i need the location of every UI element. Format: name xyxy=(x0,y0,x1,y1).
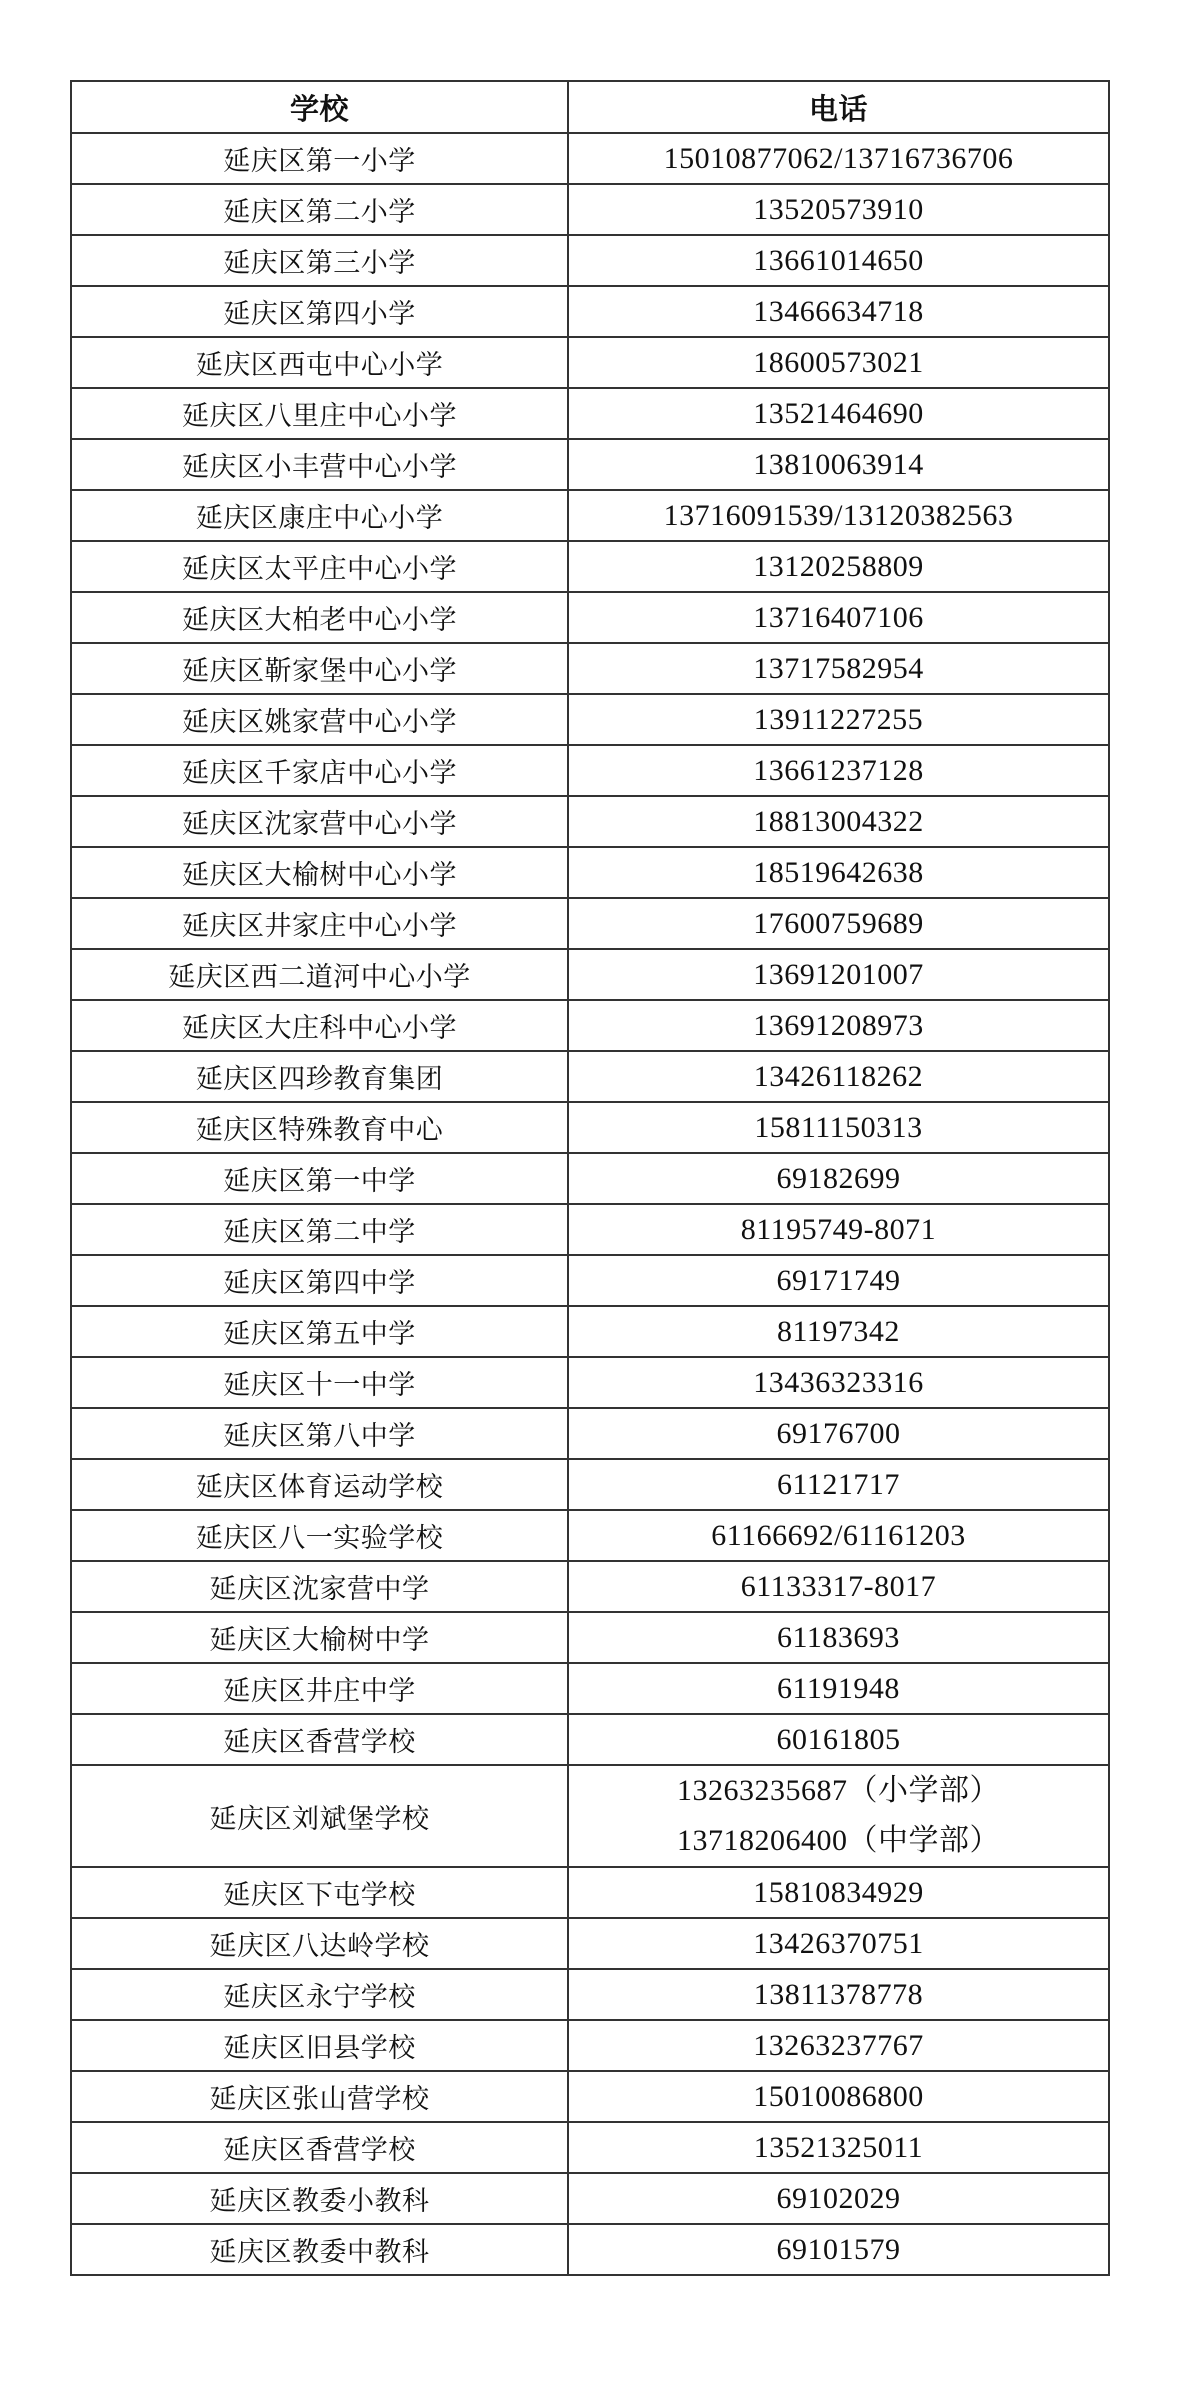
school-cell: 延庆区康庄中心小学 xyxy=(71,490,568,541)
table-row xyxy=(71,133,1109,184)
table-row xyxy=(71,2173,1109,2224)
school-cell: 延庆区第四小学 xyxy=(71,286,568,337)
school-cell: 延庆区太平庄中心小学 xyxy=(71,541,568,592)
phone-cell: 13521325011 xyxy=(568,2122,1109,2173)
phone-cell: 69176700 xyxy=(568,1408,1109,1459)
school-cell: 延庆区四珍教育集团 xyxy=(71,1051,568,1102)
table-row xyxy=(71,388,1109,439)
school-cell: 延庆区张山营学校 xyxy=(71,2071,568,2122)
school-cell: 延庆区体育运动学校 xyxy=(71,1459,568,1510)
table-row xyxy=(71,286,1109,337)
phone-cell: 15810834929 xyxy=(568,1867,1109,1918)
phone-cell: 61191948 xyxy=(568,1663,1109,1714)
phone-cell: 13426370751 xyxy=(568,1918,1109,1969)
header-school: 学校 xyxy=(71,81,568,133)
phone-cell: 13716091539/13120382563 xyxy=(568,490,1109,541)
table-row xyxy=(71,643,1109,694)
table-row xyxy=(71,1969,1109,2020)
school-cell: 延庆区旧县学校 xyxy=(71,2020,568,2071)
school-cell: 延庆区千家店中心小学 xyxy=(71,745,568,796)
phone-cell: 13426118262 xyxy=(568,1051,1109,1102)
school-cell: 延庆区香营学校 xyxy=(71,2122,568,2173)
table-row xyxy=(71,1459,1109,1510)
phone-cell xyxy=(568,1765,1109,1867)
phone-cell: 69102029 xyxy=(568,2173,1109,2224)
phone-cell: 13661014650 xyxy=(568,235,1109,286)
phone-cell: 69171749 xyxy=(568,1255,1109,1306)
table-row xyxy=(71,2071,1109,2122)
table-row xyxy=(71,1612,1109,1663)
phone-line: 13718206400（中学部） xyxy=(677,1824,1000,1857)
phone-cell: 13466634718 xyxy=(568,286,1109,337)
phone-cell: 18600573021 xyxy=(568,337,1109,388)
phone-cell: 13521464690 xyxy=(568,388,1109,439)
table-header-row xyxy=(71,81,1109,133)
school-cell: 延庆区大庄科中心小学 xyxy=(71,1000,568,1051)
phone-cell: 13520573910 xyxy=(568,184,1109,235)
table-row xyxy=(71,1561,1109,1612)
school-cell: 延庆区教委小教科 xyxy=(71,2173,568,2224)
school-cell: 延庆区下屯学校 xyxy=(71,1867,568,1918)
table-row xyxy=(71,490,1109,541)
phone-cell: 13661237128 xyxy=(568,745,1109,796)
phone-cell: 13436323316 xyxy=(568,1357,1109,1408)
table-row xyxy=(71,592,1109,643)
school-phone-table xyxy=(70,80,1110,2276)
table-row xyxy=(71,1663,1109,1714)
school-cell: 延庆区八达岭学校 xyxy=(71,1918,568,1969)
phone-cell: 60161805 xyxy=(568,1714,1109,1765)
school-cell: 延庆区沈家营中心小学 xyxy=(71,796,568,847)
phone-cell: 13691208973 xyxy=(568,1000,1109,1051)
school-cell: 延庆区特殊教育中心 xyxy=(71,1102,568,1153)
table-row xyxy=(71,1765,1109,1867)
table-row xyxy=(71,184,1109,235)
school-cell: 延庆区小丰营中心小学 xyxy=(71,439,568,490)
school-cell: 延庆区八一实验学校 xyxy=(71,1510,568,1561)
table-row xyxy=(71,2224,1109,2275)
phone-cell: 15010877062/13716736706 xyxy=(568,133,1109,184)
phone-cell: 13810063914 xyxy=(568,439,1109,490)
school-cell: 延庆区香营学校 xyxy=(71,1714,568,1765)
table-row xyxy=(71,1714,1109,1765)
school-cell: 延庆区十一中学 xyxy=(71,1357,568,1408)
phone-cell: 61183693 xyxy=(568,1612,1109,1663)
table-row xyxy=(71,1102,1109,1153)
table-row xyxy=(71,1306,1109,1357)
school-cell: 延庆区教委中教科 xyxy=(71,2224,568,2275)
table-row xyxy=(71,1918,1109,1969)
school-cell: 延庆区西二道河中心小学 xyxy=(71,949,568,1000)
phone-cell: 13691201007 xyxy=(568,949,1109,1000)
school-cell: 延庆区第五中学 xyxy=(71,1306,568,1357)
school-cell: 延庆区井庄中学 xyxy=(71,1663,568,1714)
school-cell: 延庆区第一小学 xyxy=(71,133,568,184)
school-cell: 延庆区第二中学 xyxy=(71,1204,568,1255)
table-row xyxy=(71,1357,1109,1408)
phone-cell: 13811378778 xyxy=(568,1969,1109,2020)
school-cell: 延庆区第四中学 xyxy=(71,1255,568,1306)
phone-cell: 69182699 xyxy=(568,1153,1109,1204)
school-cell: 延庆区第二小学 xyxy=(71,184,568,235)
table-row xyxy=(71,439,1109,490)
school-cell: 延庆区西屯中心小学 xyxy=(71,337,568,388)
school-cell: 延庆区八里庄中心小学 xyxy=(71,388,568,439)
phone-cell: 61166692/61161203 xyxy=(568,1510,1109,1561)
school-cell: 延庆区沈家营中学 xyxy=(71,1561,568,1612)
school-cell: 延庆区大榆树中学 xyxy=(71,1612,568,1663)
school-cell: 延庆区第三小学 xyxy=(71,235,568,286)
phone-cell: 17600759689 xyxy=(568,898,1109,949)
table-row xyxy=(71,694,1109,745)
table-row xyxy=(71,541,1109,592)
phone-cell: 13263237767 xyxy=(568,2020,1109,2071)
phone-cell: 13717582954 xyxy=(568,643,1109,694)
phone-cell: 15010086800 xyxy=(568,2071,1109,2122)
phone-cell: 15811150313 xyxy=(568,1102,1109,1153)
table-row xyxy=(71,796,1109,847)
school-cell: 延庆区第一中学 xyxy=(71,1153,568,1204)
school-cell: 延庆区姚家营中心小学 xyxy=(71,694,568,745)
table-row xyxy=(71,898,1109,949)
table-row xyxy=(71,1204,1109,1255)
phone-line: 13263235687（小学部） xyxy=(677,1774,1000,1807)
school-cell: 延庆区永宁学校 xyxy=(71,1969,568,2020)
table-row xyxy=(71,1051,1109,1102)
phone-cell: 13120258809 xyxy=(568,541,1109,592)
table-row xyxy=(71,1867,1109,1918)
table-row xyxy=(71,1255,1109,1306)
table-row xyxy=(71,1153,1109,1204)
header-phone: 电话 xyxy=(568,81,1109,133)
school-cell: 延庆区井家庄中心小学 xyxy=(71,898,568,949)
school-cell: 延庆区大柏老中心小学 xyxy=(71,592,568,643)
phone-cell: 18813004322 xyxy=(568,796,1109,847)
school-cell: 延庆区大榆树中心小学 xyxy=(71,847,568,898)
table-row xyxy=(71,1000,1109,1051)
school-cell: 延庆区刘斌堡学校 xyxy=(71,1765,568,1867)
table-row xyxy=(71,1408,1109,1459)
phone-cell: 81195749-8071 xyxy=(568,1204,1109,1255)
table-row xyxy=(71,745,1109,796)
phone-cell: 13716407106 xyxy=(568,592,1109,643)
table-row xyxy=(71,337,1109,388)
school-cell: 延庆区靳家堡中心小学 xyxy=(71,643,568,694)
table-row xyxy=(71,2020,1109,2071)
table-row xyxy=(71,1510,1109,1561)
phone-cell: 61133317-8017 xyxy=(568,1561,1109,1612)
phone-cell: 61121717 xyxy=(568,1459,1109,1510)
table-body xyxy=(71,133,1109,2275)
phone-cell: 81197342 xyxy=(568,1306,1109,1357)
phone-cell: 69101579 xyxy=(568,2224,1109,2275)
phone-cell: 18519642638 xyxy=(568,847,1109,898)
table-row xyxy=(71,2122,1109,2173)
table-row xyxy=(71,949,1109,1000)
table-row xyxy=(71,235,1109,286)
phone-cell: 13911227255 xyxy=(568,694,1109,745)
school-cell: 延庆区第八中学 xyxy=(71,1408,568,1459)
table-row xyxy=(71,847,1109,898)
